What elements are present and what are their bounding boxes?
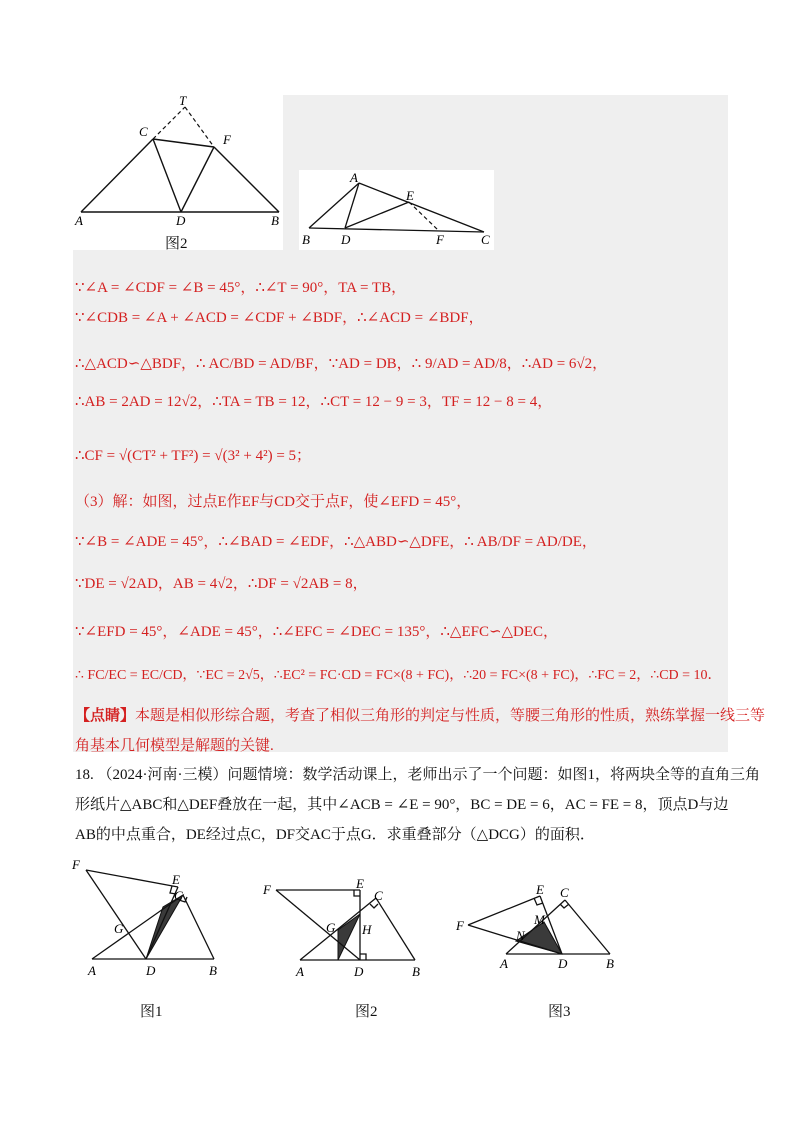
label-f: F (456, 918, 464, 933)
caption-figure-1: 图1 (140, 1004, 163, 1020)
label-a: A (296, 964, 304, 979)
label-a: A (500, 956, 508, 971)
question-text-1: （2024·河南·三模）问题情境：数学活动课上，老师出示了一个问题：如图1，将两块全等的直角三角 (97, 767, 760, 783)
question-line-3: AB的中点重合，DE经过点C，DF交AC于点G．求重叠部分（△DCG）的面积． (75, 827, 595, 843)
label-e: E (536, 882, 544, 897)
label-a: A (350, 170, 358, 185)
comment-line-1 (75, 704, 765, 725)
caption-figure-2: 图2 (355, 1004, 378, 1020)
figure-triangle-t (73, 95, 288, 245)
label-e: E (406, 188, 414, 203)
solution-line-8: ∵DE = √2AD，AB = 4√2，∴DF = √2AB = 8， (75, 576, 368, 592)
label-d: D (558, 956, 568, 971)
solution-line-9: ∵∠EFD = 45°，∠ADE = 45°，∴∠EFC = ∠DEC = 135°，∴△EFC∽△DEC， (75, 624, 559, 640)
label-b: B (271, 213, 279, 228)
label-f: F (223, 132, 231, 147)
comment-line-2: 角基本几何模型是解题的关键. (75, 738, 274, 754)
question-figure-3 (452, 880, 622, 980)
label-m: M (534, 912, 545, 927)
label-a: A (88, 963, 96, 978)
solution-line-5: ∴CF = √(CT² + TF²) = √(3² + 4²) = 5； (75, 448, 312, 464)
label-f: F (436, 232, 444, 247)
label-e: E (172, 872, 180, 887)
label-g: G (326, 920, 336, 935)
label-c: C (374, 888, 383, 903)
question-line-2: 形纸片△ABC和△DEF叠放在一起，其中∠ACB = ∠E = 90°，BC = DE = 6，AC = FE = 8，顶点D与边 (75, 797, 729, 813)
label-c: C (481, 232, 490, 247)
label-f: F (72, 857, 80, 872)
comment-text: 本题是相似形综合题，考查了相似三角形的判定与性质，等腰三角形的性质，熟练掌握一线三等 (135, 708, 766, 724)
label-c: C (560, 885, 569, 900)
label-d: D (341, 232, 351, 247)
label-c: C (139, 124, 148, 139)
label-h: H (362, 922, 372, 937)
label-a: A (75, 213, 83, 228)
label-d: D (146, 963, 156, 978)
label-c: C (174, 888, 183, 903)
question-line-1 (75, 766, 760, 784)
label-d: D (354, 964, 364, 979)
label-e: E (356, 876, 364, 891)
solution-line-6: （3）解：如图，过点E作EF与CD交于点F，使∠EFD = 45°， (75, 494, 472, 510)
question-number: 18. (75, 767, 94, 783)
caption-figure-3: 图3 (548, 1004, 571, 1020)
solution-line-2: ∵∠CDB = ∠A + ∠ACD = ∠CDF + ∠BDF，∴∠ACD = ∠BDF， (75, 310, 484, 326)
solution-line-1: ∵∠A = ∠CDF = ∠B = 45°，∴∠T = 90°，TA = TB， (75, 280, 407, 296)
label-d: D (176, 213, 186, 228)
label-b: B (209, 963, 217, 978)
label-b: B (302, 232, 310, 247)
label-t: T (179, 95, 187, 108)
label-g: G (114, 921, 124, 936)
comment-tag: 【点睛】 (75, 708, 136, 724)
figure-caption: 图2 (165, 236, 188, 252)
label-b: B (606, 956, 614, 971)
solution-line-3: ∴△ACD∽△BDF，∴ AC/BD = AD/BF，∵AD = DB，∴ 9/AD = AD/8，∴AD = 6√2， (75, 356, 608, 372)
solution-line-10: ∴ FC/EC = EC/CD，∵EC = 2√5，∴EC² = FC·CD = FC×(8 + FC)，∴20 = FC×(8 + FC)，∴FC = 2，∴CD = 10． (75, 668, 722, 683)
label-n: N (516, 928, 525, 943)
question-figure-2 (258, 868, 433, 983)
figure-triangle-abc (299, 170, 494, 250)
label-b: B (412, 964, 420, 979)
solution-line-7: ∵∠B = ∠ADE = 45°，∴∠BAD = ∠EDF，∴△ABD∽△DFE，∴ AB/DF = AD/DE， (75, 534, 597, 550)
solution-line-4: ∴AB = 2AD = 12√2，∴TA = TB = 12，∴CT = 12 − 9 = 3，TF = 12 − 8 = 4， (75, 394, 553, 410)
question-figure-1 (68, 855, 238, 980)
label-f: F (263, 882, 271, 897)
